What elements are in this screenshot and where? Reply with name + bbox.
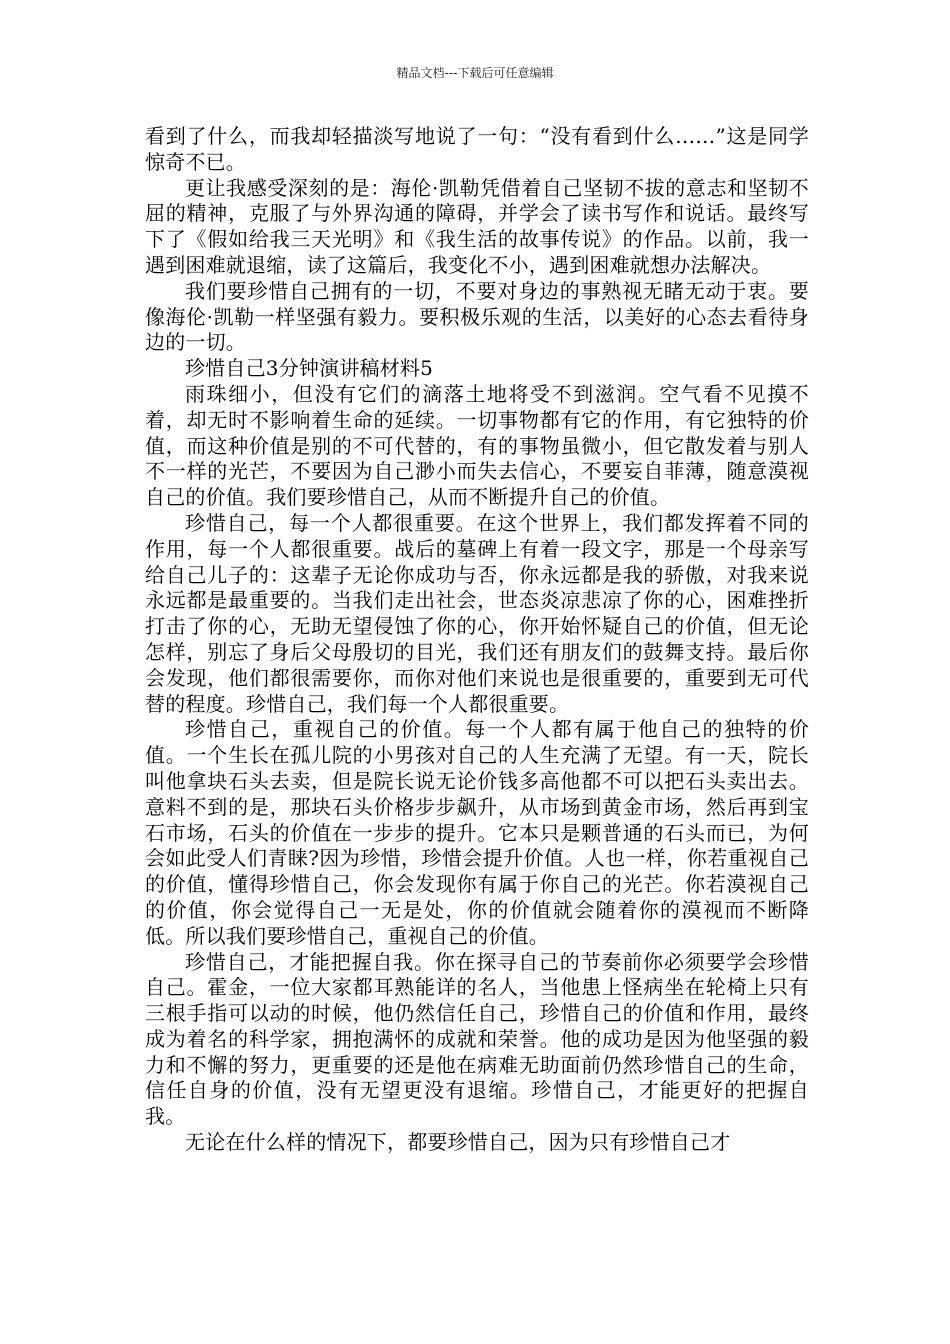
paragraph-continuation: 看到了什么，而我却轻描淡写地说了一句：“没有看到什么……”这是同学惊奇不已。	[145, 124, 809, 174]
document-body	[145, 124, 809, 1156]
paragraph: 雨珠细小，但没有它们的滴落土地将受不到滋润。空气看不见摸不着，却无时不影响着生命的延续。一切事物都有它的作用，有它独特的价值，而这种价值是别的不可代替的，有的事物虽微小，但它散发着与别人不一样的光芒，不要因为自己渺小而失去信心，不要妄自菲薄，随意漠视自己的价值。我们要珍惜自己，从而不断提升自己的价值。	[145, 381, 809, 510]
paragraph: 珍惜自己，才能把握自我。你在探寻自己的节奏前你必须要学会珍惜自己。霍金，一位大家都耳熟能详的名人，当他患上怪病坐在轮椅上只有三根手指可以动的时候，他仍然信任自己，珍惜自己的价值和作用，最终成为着名的科学家，拥抱满怀的成就和荣誉。他的成功是因为他坚强的毅力和不懈的努力，更重要的还是他在病难无助面前仍然珍惜自己的生命，信任自身的价值，没有无望更没有退缩。珍惜自己，才能更好的把握自我。	[145, 949, 809, 1129]
paragraph: 无论在什么样的情况下，都要珍惜自己，因为只有珍惜自己才	[185, 1130, 731, 1155]
section-heading: 珍惜自己3分钟演讲稿材料5	[185, 356, 434, 381]
page-header: 精品文档---下载后可任意编辑	[396, 66, 554, 80]
paragraph: 我们要珍惜自己拥有的一切，不要对身边的事熟视无睹无动于衷。要像海伦·凯勒一样坚强有毅力。要积极乐观的生活，以美好的心态去看待身边的一切。	[145, 278, 809, 355]
paragraph: 珍惜自己，重视自己的价值。每一个人都有属于他自己的独特的价值。一个生长在孤儿院的小男孩对自己的人生充满了无望。有一天，院长叫他拿块石头去卖，但是院长说无论价钱多高他都不可以把石头卖出去。意料不到的是，那块石头价格步步飙升，从市场到黄金市场，然后再到宝石市场，石头的价值在一步步的提升。它本只是颗普通的石头而已，为何会如此受人们青睐?因为珍惜，珍惜会提升价值。人也一样，你若重视自己的价值，懂得珍惜自己，你会发现你有属于你自己的光芒。你若漠视自己的价值，你会觉得自己一无是处，你的价值就会随着你的漠视而不断降低。所以我们要珍惜自己，重视自己的价值。	[145, 717, 809, 948]
paragraph: 更让我感受深刻的是：海伦·凯勒凭借着自己坚韧不拔的意志和坚韧不屈的精神，克服了与外界沟通的障碍，并学会了读书写作和说话。最终写下了《假如给我三天光明》和《我生活的故事传说》的作品。以前，我一遇到困难就退缩，读了这篇后，我变化不小，遇到困难就想办法解决。	[145, 175, 809, 277]
paragraph: 珍惜自己，每一个人都很重要。在这个世界上，我们都发挥着不同的作用，每一个人都很重要。战后的墓碑上有着一段文字，那是一个母亲写给自己儿子的：这辈子无论你成功与否，你永远都是我的骄傲，对我来说永远都是最重要的。当我们走出社会，世态炎凉悲凉了你的心，困难挫折打击了你的心，无助无望侵蚀了你的心，你开始怀疑自己的价值，但无论怎样，别忘了身后父母殷切的目光，我们还有朋友们的鼓舞支持。最后你会发现，他们都很需要你，而你对他们来说也是很重要的，重要到无可代替的程度。珍惜自己，我们每一个人都很重要。	[145, 510, 809, 716]
